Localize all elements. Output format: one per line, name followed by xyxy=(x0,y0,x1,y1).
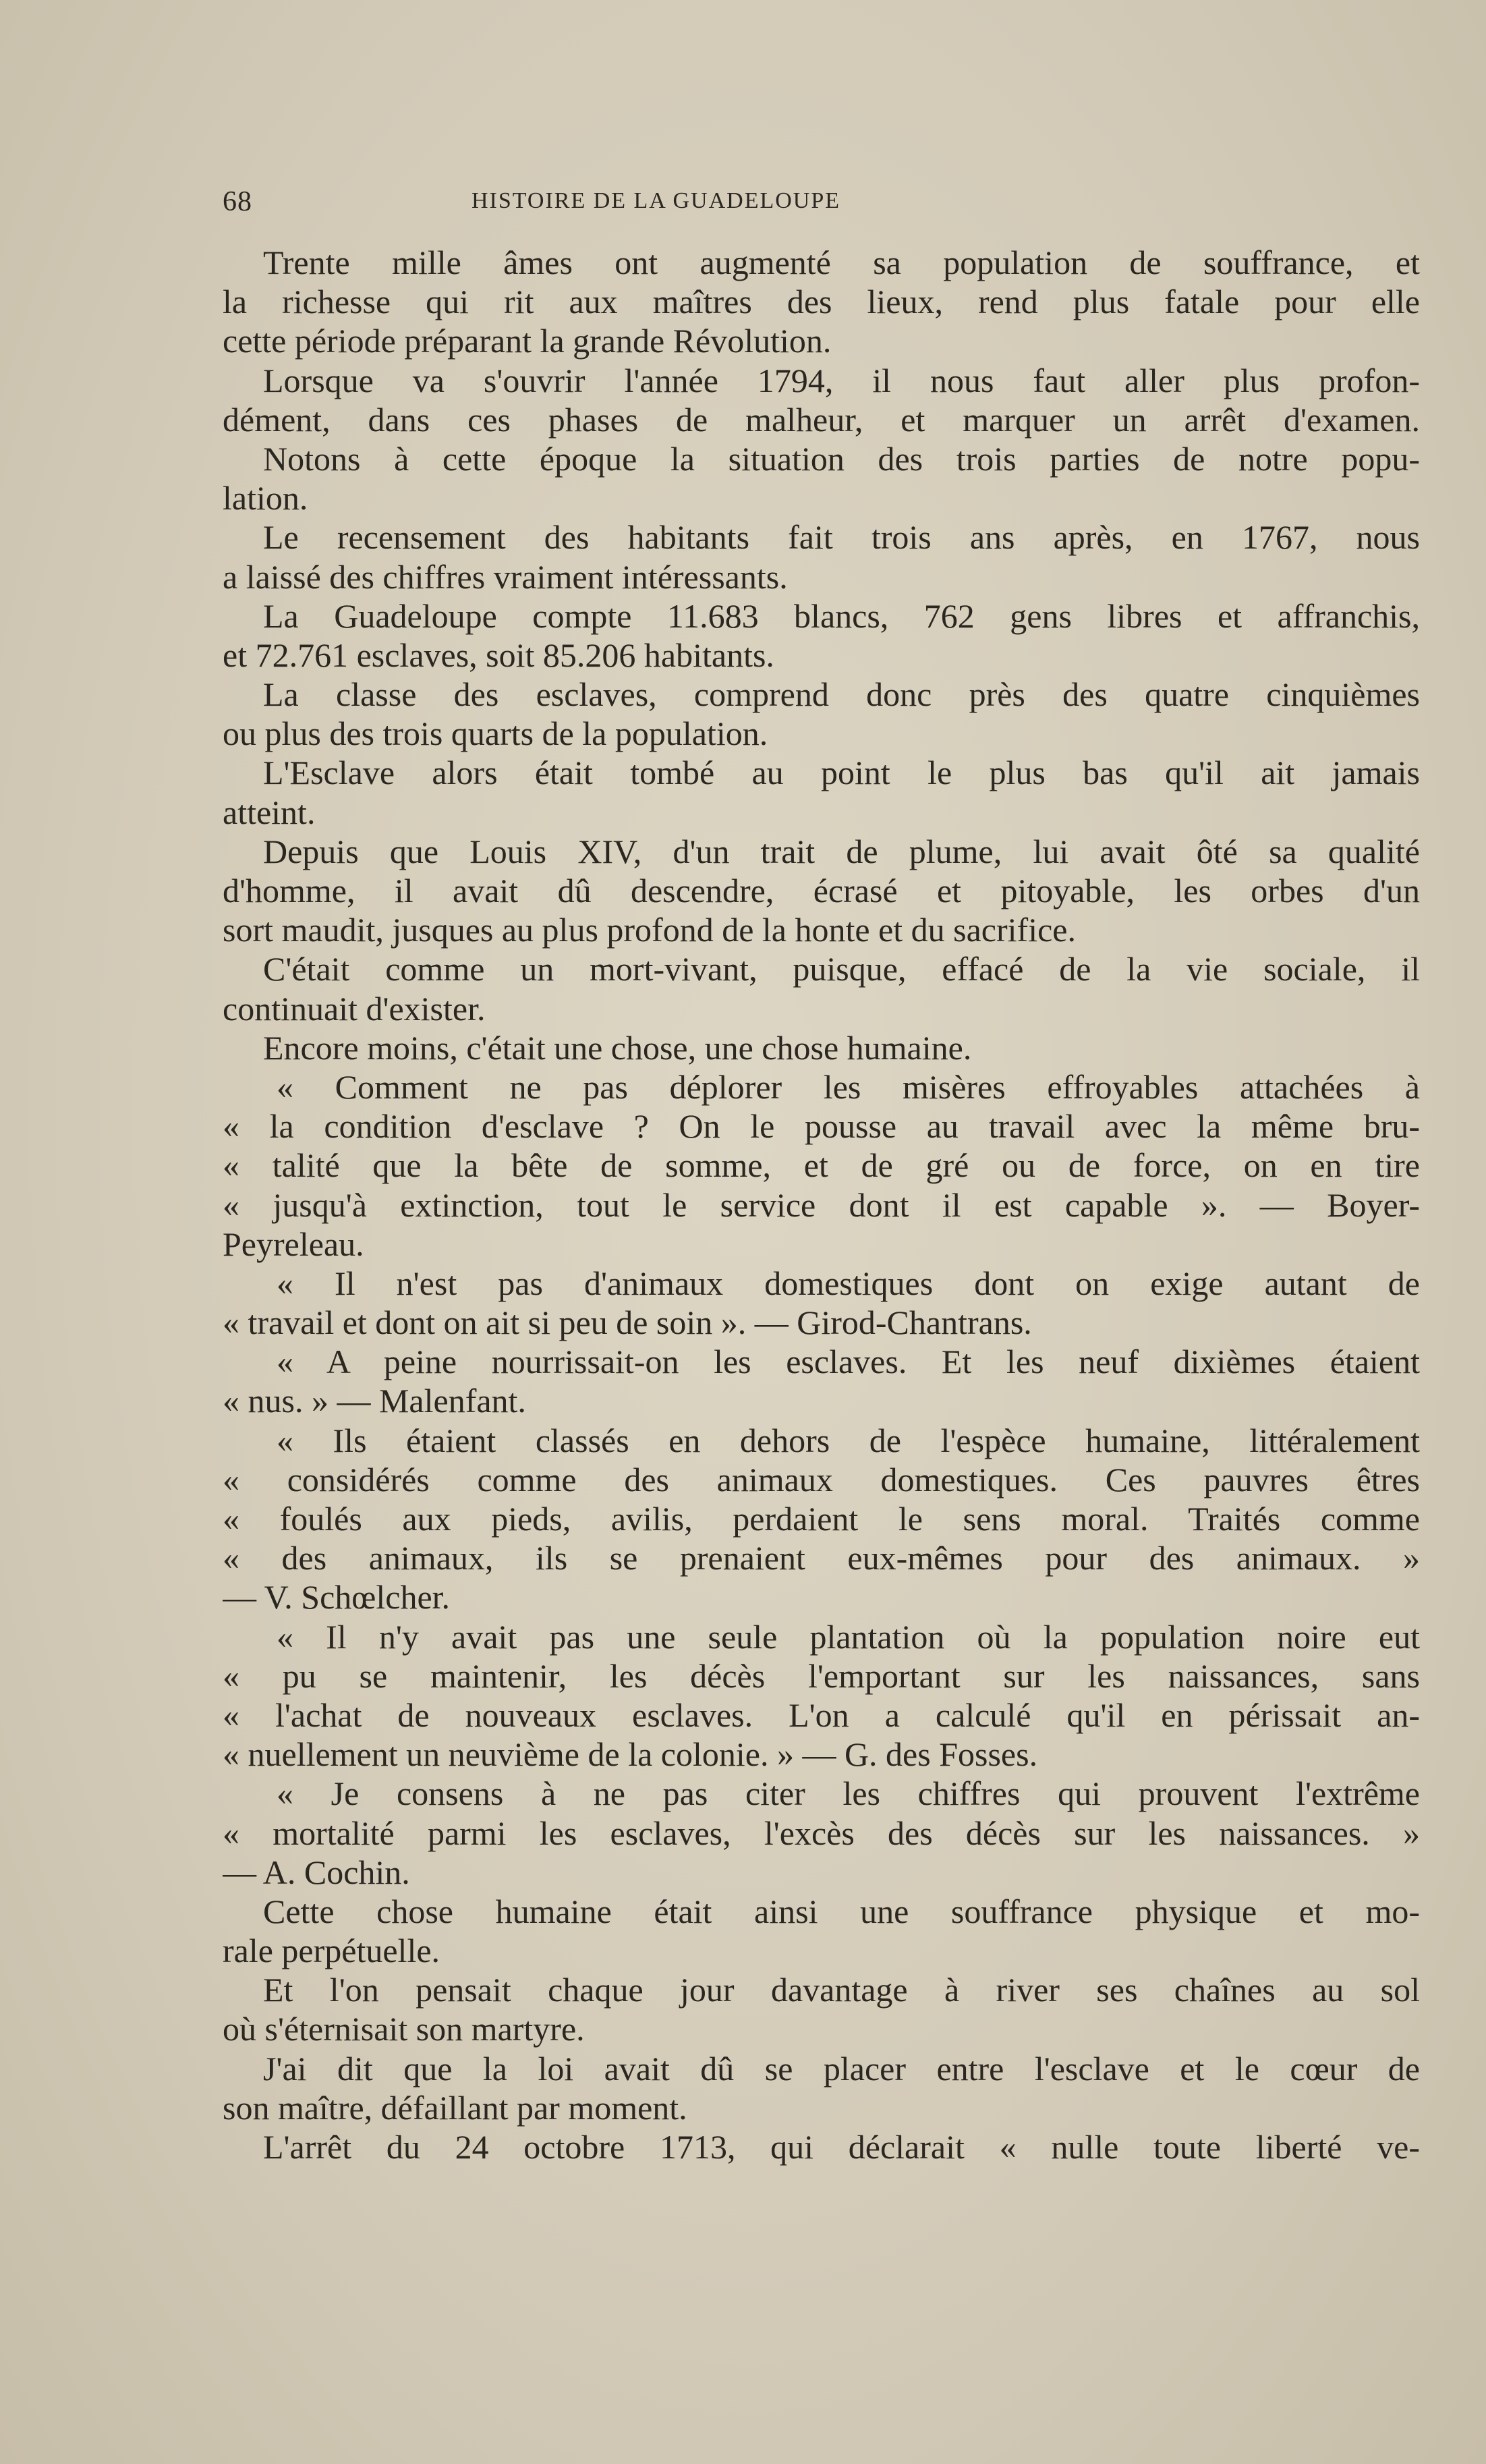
text-line: — A. Cochin. xyxy=(223,1853,410,1891)
text-line: Et l'on pensait chaque jour davantage à river ses chaînes au sol xyxy=(263,1971,1420,2009)
body-text xyxy=(223,243,1420,2166)
text-line: « A peine nourrissait-on les esclaves. Et les neuf dixièmes étaient xyxy=(277,1343,1420,1381)
text-line: la richesse qui rit aux maîtres des lieux, rend plus fatale pour elle xyxy=(223,283,1420,321)
text-line: « nus. » — Malenfant. xyxy=(223,1382,526,1420)
text-line: son maître, défaillant par moment. xyxy=(223,2088,687,2127)
text-line: Trente mille âmes ont augmenté sa population de souffrance, et xyxy=(263,244,1420,281)
text-line: Encore moins, c'était une chose, une chose humaine. xyxy=(263,1028,972,1067)
text-line: Lorsque va s'ouvrir l'année 1794, il nous faut aller plus profon- xyxy=(263,361,1420,399)
page-number: 68 xyxy=(223,186,252,217)
text-line: C'était comme un mort-vivant, puisque, effacé de la vie sociale, il xyxy=(263,950,1420,988)
text-line: « Ils étaient classés en dehors de l'espèce humaine, littéralement xyxy=(277,1421,1420,1459)
text-line: L'arrêt du 24 octobre 1713, qui déclarait « nulle toute liberté ve- xyxy=(263,2128,1420,2166)
text-line: La classe des esclaves, comprend donc près des quatre cinquièmes xyxy=(263,675,1420,714)
text-line: et 72.761 esclaves, soit 85.206 habitants. xyxy=(223,636,774,674)
text-line: « jusqu'à extinction, tout le service dont il est capable ». — Boyer- xyxy=(223,1185,1420,1224)
text-line: « Il n'est pas d'animaux domestiques dont on exige autant de xyxy=(277,1264,1420,1302)
text-line: a laissé des chiffres vraiment intéressants. xyxy=(223,557,788,596)
text-line: « Je consens à ne pas citer les chiffres qui prouvent l'extrême xyxy=(277,1774,1420,1813)
text-line: d'homme, il avait dû descendre, écrasé et pitoyable, les orbes d'un xyxy=(223,872,1420,909)
text-line: rale perpétuelle. xyxy=(223,1932,440,1970)
text-line: L'Esclave alors était tombé au point le plus bas qu'il ait jamais xyxy=(263,754,1420,792)
text-line: sort maudit, jusques au plus profond de la honte et du sacrifice. xyxy=(223,911,1076,949)
text-line: Cette chose humaine était ainsi une souffrance physique et mo- xyxy=(263,1892,1420,1930)
text-line: atteint. xyxy=(223,793,316,831)
text-line: « Il n'y avait pas une seule plantation où la population noire eut xyxy=(277,1617,1420,1656)
text-line: « mortalité parmi les esclaves, l'excès des décès sur les naissances. » xyxy=(223,1814,1420,1852)
text-line: « foulés aux pieds, avilis, perdaient le sens moral. Traités comme xyxy=(223,1500,1420,1538)
page-header xyxy=(223,186,1049,226)
text-line: Peyreleau. xyxy=(223,1225,364,1263)
text-line: Depuis que Louis XIV, d'un trait de plume, lui avait ôté sa qualité xyxy=(263,832,1420,870)
text-line: dément, dans ces phases de malheur, et marquer un arrêt d'examen. xyxy=(223,400,1420,439)
text-line: Le recensement des habitants fait trois ans après, en 1767, nous xyxy=(263,518,1420,557)
text-line: « Comment ne pas déplorer les misères effroyables attachées à xyxy=(277,1067,1420,1106)
text-line: ou plus des trois quarts de la population. xyxy=(223,715,768,753)
text-line: « nuellement un neuvième de la colonie. » — G. des Fosses. xyxy=(223,1735,1038,1774)
running-title: HISTOIRE DE LA GUADELOUPE xyxy=(471,188,841,213)
text-line: « travail et dont on ait si peu de soin ». — Girod-Chantrans. xyxy=(223,1304,1032,1342)
text-line: La Guadeloupe compte 11.683 blancs, 762 gens libres et affranchis, xyxy=(263,596,1420,635)
text-line: continuait d'exister. xyxy=(223,989,486,1028)
text-line: où s'éternisait son martyre. xyxy=(223,2010,585,2048)
text-line: « considérés comme des animaux domestiques. Ces pauvres êtres xyxy=(223,1460,1420,1499)
text-line: J'ai dit que la loi avait dû se placer entre l'esclave et le cœur de xyxy=(263,2049,1420,2088)
text-line: « la condition d'esclave ? On le pousse au travail avec la même bru- xyxy=(223,1107,1420,1146)
text-line: « talité que la bête de somme, et de gré ou de force, on en tire xyxy=(223,1146,1420,1185)
text-line: « l'achat de nouveaux esclaves. L'on a calculé qu'il en périssait an- xyxy=(223,1696,1420,1734)
text-line: lation. xyxy=(223,479,308,517)
text-line: — V. Schœlcher. xyxy=(223,1578,451,1617)
text-line: « pu se maintenir, les décès l'emportant sur les naissances, sans xyxy=(223,1656,1420,1695)
text-line: Notons à cette époque la situation des trois parties de notre popu- xyxy=(263,439,1420,478)
text-line: cette période préparant la grande Révolution. xyxy=(223,322,832,360)
text-line: « des animaux, ils se prenaient eux-mêmes pour des animaux. » xyxy=(223,1539,1420,1577)
